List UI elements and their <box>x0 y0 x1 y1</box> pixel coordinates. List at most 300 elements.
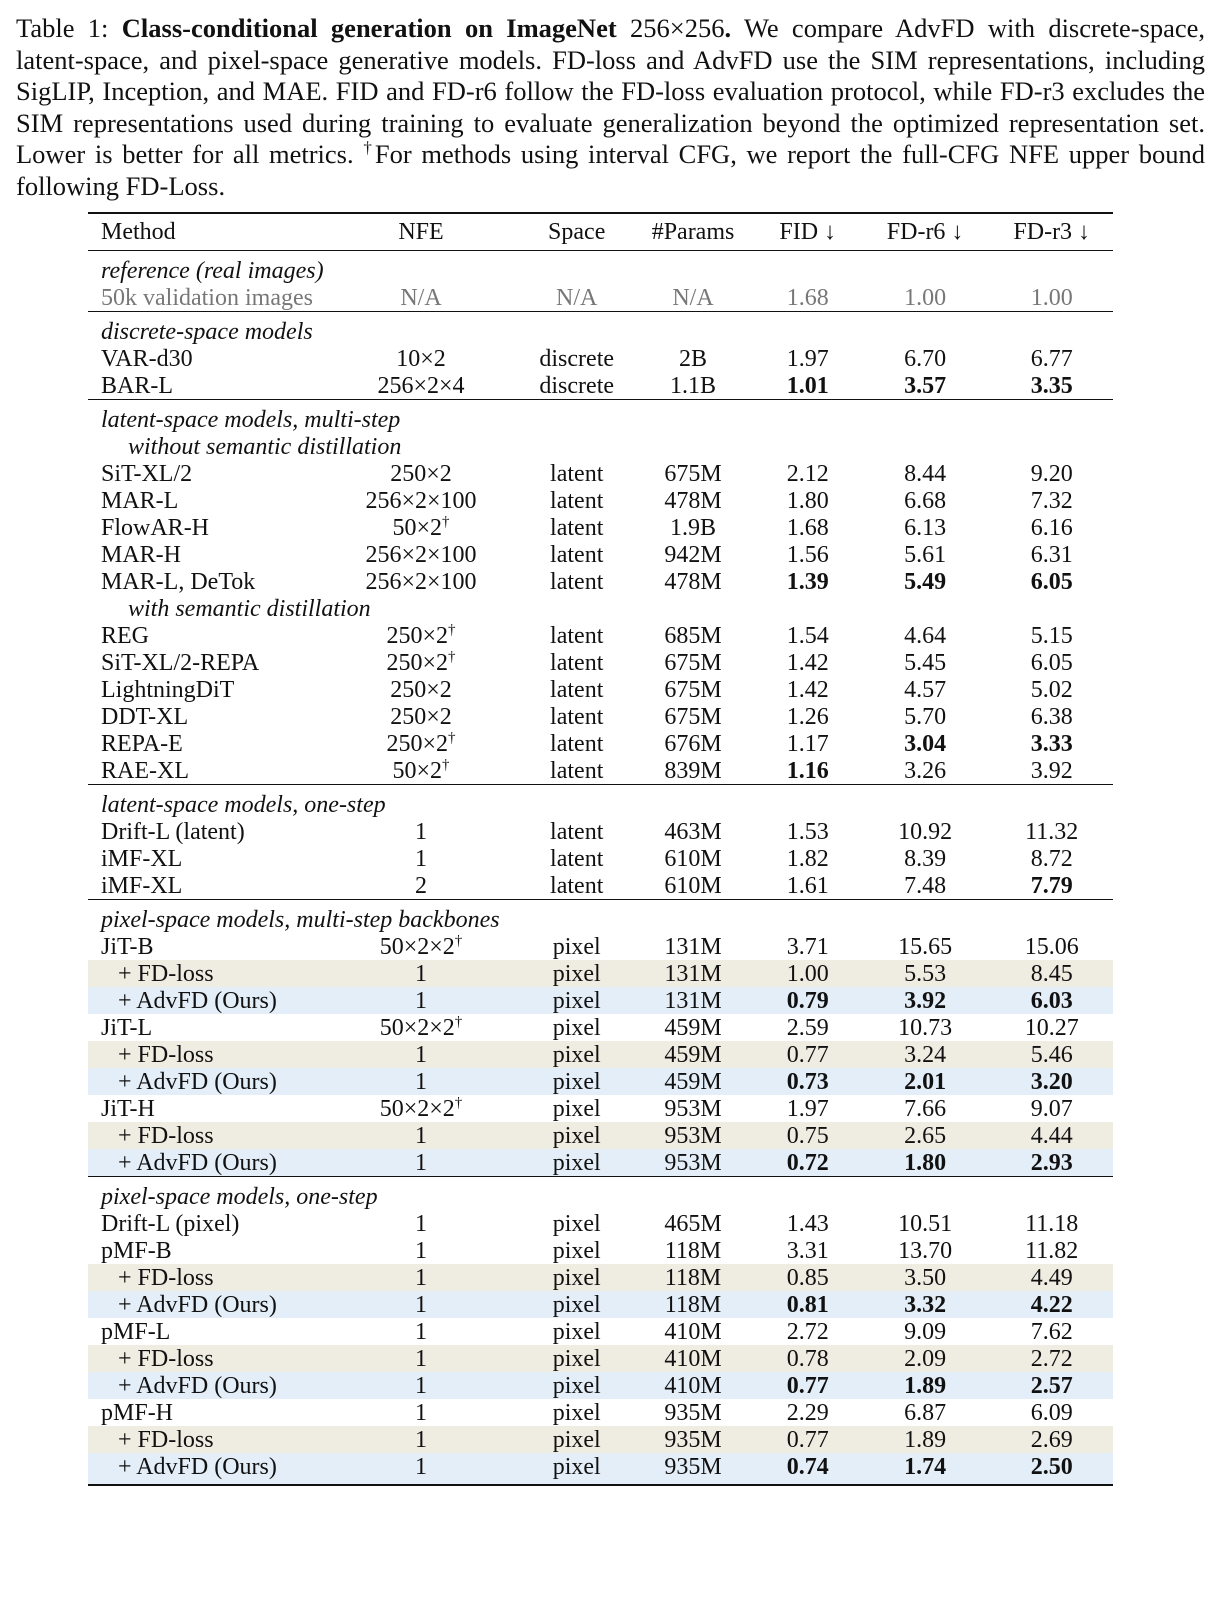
cell-r3 <box>990 757 1113 785</box>
table-row <box>88 487 1113 514</box>
cell-fid-value: 1.01 <box>786 372 829 399</box>
cell-nfe <box>319 1237 523 1264</box>
cell-space-value: latent <box>550 649 604 676</box>
cell-params-value: 459M <box>664 1041 722 1068</box>
cell-nfe-value: 1 <box>414 1372 427 1399</box>
cell-r3-value: 6.38 <box>1030 703 1073 730</box>
cell-method-value: JiT-B <box>101 933 154 960</box>
cell-r3 <box>990 345 1113 372</box>
cell-space-value: latent <box>550 622 604 649</box>
cell-params <box>630 1237 755 1264</box>
cell-nfe-value: 1 <box>414 818 427 845</box>
cell-space-value: pixel <box>552 1122 601 1149</box>
cell-nfe <box>319 1014 523 1041</box>
cell-r3-value: 4.22 <box>1030 1291 1073 1318</box>
cell-r3 <box>990 730 1113 757</box>
cell-method <box>88 649 319 676</box>
cell-params-value: 478M <box>664 487 722 514</box>
table-row <box>88 514 1113 541</box>
cell-space <box>523 872 630 900</box>
cell-r6 <box>860 730 991 757</box>
cell-nfe-value: 1 <box>414 1453 427 1480</box>
dagger-mark: † <box>454 932 463 949</box>
table-title-period: . <box>724 13 732 43</box>
group-header-row <box>88 251 1113 285</box>
cell-nfe-value: 1 <box>414 1264 427 1291</box>
cell-space-value: latent <box>550 568 604 595</box>
cell-nfe-value: 256×2×4 <box>377 372 465 399</box>
cell-space-value: pixel <box>552 1426 601 1453</box>
cell-space <box>523 676 630 703</box>
table-row <box>88 1210 1113 1237</box>
cell-fid-value: 0.77 <box>786 1426 829 1453</box>
table-row <box>88 460 1113 487</box>
cell-params-value: 1.1B <box>670 372 717 399</box>
cell-method-value: iMF-XL <box>101 872 183 899</box>
cell-r3 <box>990 1453 1113 1485</box>
cell-r6 <box>860 1095 991 1122</box>
cell-fid <box>756 730 860 757</box>
cell-params-value: 610M <box>664 845 722 872</box>
cell-params-value: 131M <box>664 933 722 960</box>
cell-nfe <box>319 1318 523 1345</box>
cell-nfe-value: 1 <box>414 1345 427 1372</box>
cell-method <box>88 960 319 987</box>
cell-params-value: 953M <box>664 1122 722 1149</box>
cell-r6-value: 3.32 <box>904 1291 947 1318</box>
cell-method <box>88 987 319 1014</box>
cell-r3-value: 3.35 <box>1030 372 1073 399</box>
cell-r6 <box>860 1372 991 1399</box>
cell-method-value: BAR-L <box>101 372 173 399</box>
cell-method <box>88 568 319 595</box>
cell-params <box>630 1264 755 1291</box>
cell-params <box>630 568 755 595</box>
cell-r3-value: 6.77 <box>1030 345 1073 372</box>
cell-params <box>630 487 755 514</box>
cell-r3-value: 4.49 <box>1030 1264 1073 1291</box>
cell-nfe <box>319 960 523 987</box>
cell-space-value: N/A <box>556 284 598 311</box>
dagger-mark: † <box>454 1094 463 1111</box>
cell-space-value: latent <box>550 460 604 487</box>
cell-r6 <box>860 649 991 676</box>
cell-r6-value: 3.24 <box>904 1041 947 1068</box>
cell-params <box>630 703 755 730</box>
cell-method <box>88 933 319 960</box>
cell-params <box>630 1399 755 1426</box>
cell-method-value: + FD-loss <box>118 1041 214 1068</box>
cell-r6-value: 4.64 <box>904 622 947 649</box>
cell-r6-value: 3.26 <box>904 757 947 784</box>
cell-r3-value: 3.92 <box>1030 757 1073 784</box>
table-row <box>88 1426 1113 1453</box>
cell-r3-value: 5.15 <box>1030 622 1073 649</box>
cell-nfe <box>319 1453 523 1485</box>
cell-method <box>88 1453 319 1485</box>
cell-fid <box>756 933 860 960</box>
cell-r6 <box>860 1453 991 1485</box>
table-title-resolution: 256×256 <box>630 13 725 43</box>
cell-r6 <box>860 372 991 400</box>
table-row <box>88 1345 1113 1372</box>
table-row <box>88 676 1113 703</box>
group-title: pixel-space models, one-step <box>88 1177 1113 1211</box>
cell-nfe-value: 256×2×100 <box>365 487 477 514</box>
cell-fid-value: 1.42 <box>786 649 829 676</box>
cell-fid-value: 1.00 <box>786 960 829 987</box>
cell-params <box>630 372 755 400</box>
cell-params <box>630 730 755 757</box>
cell-r6-value: 1.89 <box>904 1426 947 1453</box>
cell-method-value: + AdvFD (Ours) <box>118 1068 277 1095</box>
cell-fid <box>756 757 860 785</box>
cell-method-value: pMF-H <box>101 1399 174 1426</box>
cell-nfe <box>319 568 523 595</box>
dagger-mark: † <box>448 729 456 746</box>
cell-r3 <box>990 1014 1113 1041</box>
header-space: Space <box>523 213 630 251</box>
cell-r3 <box>990 818 1113 845</box>
header-nfe: NFE <box>319 213 523 251</box>
cell-fid <box>756 1149 860 1177</box>
cell-space <box>523 1318 630 1345</box>
cell-r3-value: 11.18 <box>1025 1210 1079 1237</box>
cell-params-value: 410M <box>664 1345 722 1372</box>
subgroup-title: without semantic distillation <box>128 433 402 460</box>
cell-params <box>630 818 755 845</box>
cell-r6 <box>860 1041 991 1068</box>
cell-space <box>523 1453 630 1485</box>
cell-space <box>523 703 630 730</box>
cell-r3 <box>990 1149 1113 1177</box>
group-title: pixel-space models, multi-step backbones <box>88 900 1113 934</box>
cell-params <box>630 1453 755 1485</box>
cell-params <box>630 1426 755 1453</box>
cell-r6-value: 10.92 <box>898 818 953 845</box>
cell-fid-value: 0.72 <box>786 1149 829 1176</box>
cell-space-value: latent <box>550 676 604 703</box>
cell-method-value: pMF-L <box>101 1318 171 1345</box>
cell-r6-value: 1.74 <box>904 1453 947 1480</box>
cell-space-value: pixel <box>552 1264 601 1291</box>
cell-fid <box>756 1372 860 1399</box>
cell-method <box>88 1210 319 1237</box>
cell-fid-value: 3.31 <box>786 1237 829 1264</box>
cell-method-value: JiT-L <box>101 1014 153 1041</box>
cell-r6 <box>860 987 991 1014</box>
cell-r6-value: 3.04 <box>904 730 947 757</box>
cell-r3-value: 2.72 <box>1030 1345 1073 1372</box>
cell-nfe-value: 250×2 <box>386 730 449 757</box>
cell-method <box>88 1068 319 1095</box>
cell-params <box>630 1095 755 1122</box>
cell-method-value: VAR-d30 <box>101 345 193 372</box>
cell-r6-value: 2.01 <box>904 1068 947 1095</box>
cell-r3 <box>990 1264 1113 1291</box>
cell-r6-value: 9.09 <box>904 1318 947 1345</box>
cell-fid-value: 1.54 <box>786 622 829 649</box>
cell-method <box>88 1426 319 1453</box>
cell-method <box>88 845 319 872</box>
cell-space <box>523 1095 630 1122</box>
cell-fid <box>756 1399 860 1426</box>
cell-r3 <box>990 1345 1113 1372</box>
cell-nfe <box>319 845 523 872</box>
cell-method <box>88 1095 319 1122</box>
cell-r6-value: 13.70 <box>898 1237 953 1264</box>
cell-r3-value: 2.93 <box>1030 1149 1073 1176</box>
cell-method <box>88 1041 319 1068</box>
cell-fid-value: 0.74 <box>786 1453 829 1480</box>
cell-r3 <box>990 1372 1113 1399</box>
cell-fid <box>756 1345 860 1372</box>
cell-fid-value: 1.82 <box>786 845 829 872</box>
group-title: discrete-space models <box>88 312 1113 346</box>
cell-fid-value: 2.72 <box>786 1318 829 1345</box>
cell-method-value: + FD-loss <box>118 1345 214 1372</box>
cell-fid <box>756 1291 860 1318</box>
cell-r3 <box>990 872 1113 900</box>
header-params: #Params <box>630 213 755 251</box>
cell-space <box>523 1041 630 1068</box>
cell-space <box>523 622 630 649</box>
cell-fid-value: 0.75 <box>786 1122 829 1149</box>
cell-r3 <box>990 1399 1113 1426</box>
cell-r6-value: 10.73 <box>898 1014 953 1041</box>
cell-nfe-value: N/A <box>400 284 442 311</box>
cell-r6 <box>860 1264 991 1291</box>
cell-method-value: REG <box>101 622 149 649</box>
cell-space <box>523 960 630 987</box>
cell-r6-value: 5.61 <box>904 541 947 568</box>
cell-params <box>630 987 755 1014</box>
table-title: Class-conditional generation on ImageNet <box>121 13 617 43</box>
cell-fid <box>756 987 860 1014</box>
cell-space <box>523 345 630 372</box>
cell-method-value: SiT-XL/2 <box>101 460 193 487</box>
cell-r3-value: 5.46 <box>1030 1041 1073 1068</box>
cell-method <box>88 1264 319 1291</box>
table-body <box>88 251 1113 1486</box>
table-row <box>88 960 1113 987</box>
cell-r6 <box>860 818 991 845</box>
cell-r6-value: 1.89 <box>904 1372 947 1399</box>
cell-params-value: 935M <box>664 1426 722 1453</box>
cell-r6-value: 8.39 <box>904 845 947 872</box>
cell-method-value: Drift-L (latent) <box>101 818 245 845</box>
cell-method <box>88 541 319 568</box>
cell-method-value: iMF-XL <box>101 845 183 872</box>
cell-space-value: pixel <box>552 1041 601 1068</box>
cell-space <box>523 1345 630 1372</box>
table-row <box>88 1095 1113 1122</box>
cell-fid <box>756 1453 860 1485</box>
cell-fid-value: 0.77 <box>786 1372 829 1399</box>
cell-space-value: pixel <box>552 1399 601 1426</box>
cell-fid-value: 1.26 <box>786 703 829 730</box>
cell-method <box>88 1291 319 1318</box>
cell-r3-value: 6.05 <box>1030 649 1073 676</box>
cell-r3 <box>990 1041 1113 1068</box>
cell-r3-value: 7.79 <box>1030 872 1073 899</box>
cell-space-value: pixel <box>552 1345 601 1372</box>
cell-r3-value: 5.02 <box>1030 676 1073 703</box>
cell-nfe-value: 50×2 <box>392 757 443 784</box>
cell-nfe-value: 1 <box>414 987 427 1014</box>
cell-space-value: pixel <box>552 1372 601 1399</box>
cell-space <box>523 1426 630 1453</box>
cell-method-value: DDT-XL <box>101 703 189 730</box>
cell-fid <box>756 372 860 400</box>
cell-r3-value: 1.00 <box>1030 284 1073 311</box>
cell-r6 <box>860 960 991 987</box>
cell-nfe-value: 256×2×100 <box>365 568 477 595</box>
cell-r3 <box>990 987 1113 1014</box>
cell-r3 <box>990 1237 1113 1264</box>
cell-r3-value: 6.03 <box>1030 987 1073 1014</box>
cell-method <box>88 372 319 400</box>
table-row <box>88 1318 1113 1345</box>
cell-fid-value: 2.12 <box>786 460 829 487</box>
cell-space <box>523 1068 630 1095</box>
cell-method <box>88 1014 319 1041</box>
table-row <box>88 1014 1113 1041</box>
cell-params <box>630 960 755 987</box>
group-title: latent-space models, one-step <box>88 785 1113 819</box>
cell-nfe <box>319 514 523 541</box>
cell-space-value: pixel <box>552 1291 601 1318</box>
cell-r6-value: 1.80 <box>904 1149 947 1176</box>
group-title: reference (real images) <box>88 251 1113 285</box>
cell-params <box>630 1122 755 1149</box>
cell-r3-value: 2.50 <box>1030 1453 1073 1480</box>
cell-fid <box>756 1210 860 1237</box>
cell-space-value: pixel <box>552 1149 601 1176</box>
cell-params <box>630 1041 755 1068</box>
cell-fid <box>756 676 860 703</box>
cell-fid <box>756 1014 860 1041</box>
cell-method <box>88 1372 319 1399</box>
table-row <box>88 568 1113 595</box>
cell-r6-value: 15.65 <box>898 933 953 960</box>
cell-r3-value: 8.45 <box>1030 960 1073 987</box>
cell-fid-value: 1.80 <box>786 487 829 514</box>
cell-nfe-value: 1 <box>414 1237 427 1264</box>
cell-fid-value: 1.97 <box>786 345 829 372</box>
cell-params-value: 118M <box>664 1291 722 1318</box>
cell-params-value: 935M <box>664 1453 722 1480</box>
cell-params-value: 675M <box>664 676 722 703</box>
cell-fid-value: 0.73 <box>786 1068 829 1095</box>
cell-method <box>88 872 319 900</box>
cell-r6-value: 6.70 <box>904 345 947 372</box>
group-header-row <box>88 312 1113 346</box>
cell-space <box>523 1014 630 1041</box>
cell-r3 <box>990 1210 1113 1237</box>
cell-method <box>88 514 319 541</box>
cell-space-value: latent <box>550 818 604 845</box>
header-fd-r6: FD-r6 ↓ <box>860 213 991 251</box>
cell-nfe-value: 1 <box>414 1149 427 1176</box>
cell-fid <box>756 1318 860 1345</box>
cell-method-value: + AdvFD (Ours) <box>118 987 277 1014</box>
cell-params <box>630 345 755 372</box>
cell-fid-value: 1.42 <box>786 676 829 703</box>
cell-fid <box>756 460 860 487</box>
cell-r6 <box>860 1426 991 1453</box>
cell-nfe <box>319 872 523 900</box>
cell-params <box>630 1149 755 1177</box>
cell-fid <box>756 845 860 872</box>
cell-r6-value: 5.49 <box>904 568 947 595</box>
cell-method-value: LightningDiT <box>101 676 235 703</box>
group-header-row <box>88 1177 1113 1211</box>
cell-params-value: 953M <box>664 1095 722 1122</box>
results-table <box>88 212 1113 1486</box>
cell-r3-value: 15.06 <box>1024 933 1079 960</box>
cell-params-value: 118M <box>664 1237 722 1264</box>
cell-method-value: JiT-H <box>101 1095 155 1122</box>
cell-nfe <box>319 1095 523 1122</box>
cell-fid <box>756 703 860 730</box>
header-fd-r3: FD-r3 ↓ <box>990 213 1113 251</box>
cell-fid <box>756 1426 860 1453</box>
cell-fid <box>756 487 860 514</box>
cell-nfe <box>319 1210 523 1237</box>
cell-fid <box>756 1095 860 1122</box>
cell-params-value: 459M <box>664 1014 722 1041</box>
cell-params <box>630 1291 755 1318</box>
cell-r6 <box>860 514 991 541</box>
table-row <box>88 987 1113 1014</box>
cell-space-value: latent <box>550 872 604 899</box>
cell-nfe <box>319 649 523 676</box>
cell-params-value: 839M <box>664 757 722 784</box>
cell-fid <box>756 622 860 649</box>
cell-fid-value: 1.68 <box>786 284 829 311</box>
cell-r3 <box>990 284 1113 312</box>
cell-nfe-value: 50×2×2 <box>379 1095 455 1122</box>
cell-method-value: + FD-loss <box>118 1426 214 1453</box>
cell-nfe <box>319 1122 523 1149</box>
cell-params <box>630 1210 755 1237</box>
cell-space <box>523 487 630 514</box>
cell-r6 <box>860 1291 991 1318</box>
cell-fid <box>756 541 860 568</box>
cell-nfe <box>319 1068 523 1095</box>
cell-space-value: pixel <box>552 1210 601 1237</box>
dagger-mark: † <box>363 138 375 158</box>
cell-space <box>523 1372 630 1399</box>
caption-text-1: We compare AdvFD with discrete-space, latent-space, and pixel-space generative models. FD-loss and AdvFD use the SIM representations, including SigLIP, Inception, and MAE. FID and FD-r6 follow the FD-loss evaluation protocol, while FD-r3 excludes the SIM representations used during training to evaluate generalization beyond the optimized representation set. Lower is better for all metrics. <box>16 13 1206 170</box>
cell-space-value: latent <box>550 730 604 757</box>
cell-method-value: pMF-B <box>101 1237 172 1264</box>
cell-nfe <box>319 460 523 487</box>
cell-params <box>630 622 755 649</box>
cell-fid <box>756 960 860 987</box>
cell-r3-value: 4.44 <box>1030 1122 1073 1149</box>
cell-r3 <box>990 1291 1113 1318</box>
cell-nfe-value: 1 <box>414 1122 427 1149</box>
cell-r3 <box>990 676 1113 703</box>
cell-space <box>523 372 630 400</box>
cell-r6-value: 3.50 <box>904 1264 947 1291</box>
cell-space <box>523 1149 630 1177</box>
cell-space <box>523 568 630 595</box>
cell-nfe <box>319 1345 523 1372</box>
cell-method <box>88 1399 319 1426</box>
